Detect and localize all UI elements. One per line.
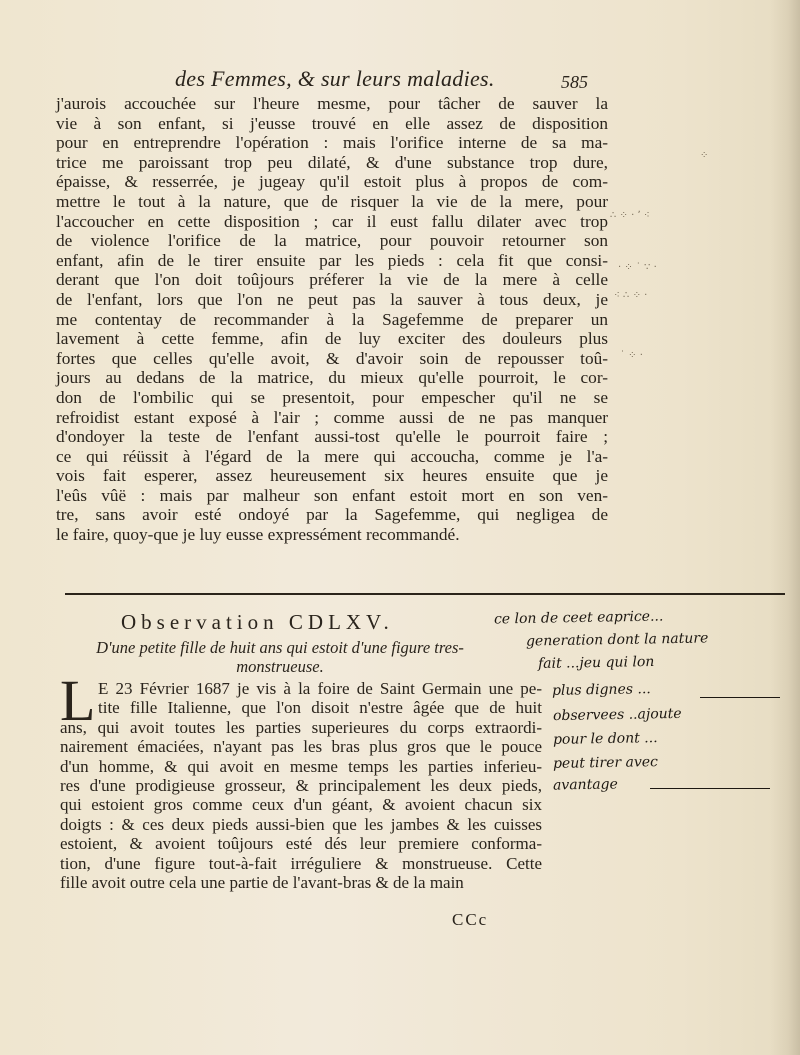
observation-subtitle-line: monstrueuse. xyxy=(236,657,324,676)
text-line: de violence l'orifice de la matrice, pour pouvoir retourner son xyxy=(56,231,608,251)
text-line: me contentay de recommander à la Sagefemme de preparer un xyxy=(56,309,608,329)
text-line: trice me paroissant trop peu dilaté, & d'une substance trop dure, xyxy=(56,152,608,172)
text-line: derant que l'on doit toûjours préferer la vie de la mere à celle xyxy=(56,270,608,290)
text-line: d'ondoyer la teste de l'enfant aussi-tost qu'elle le pourroit faire ; xyxy=(56,427,608,447)
text-line: tre, sans avoir esté ondoyé par la Sagefemme, qui negligea de xyxy=(56,505,608,525)
text-line: don de l'ombilic qui se presentoit, pour empescher qu'il ne se xyxy=(56,387,608,407)
text-line: pour en entreprendre l'opération : mais l'orifice interne de sa ma- xyxy=(56,133,608,153)
running-title: des Femmes, & sur leurs maladies. xyxy=(175,66,495,91)
ink-speck: ˙ ⁘ · xyxy=(620,350,643,361)
text-line: fortes que celles qu'elle avoit, & d'avoir soin de repousser toû- xyxy=(56,348,608,368)
ink-speck: ∴ ⁘ · ՚ ⁖ xyxy=(610,210,650,221)
observation-text-line: E 23 Février 1687 je vis à la foire de Saint Germain une pe- xyxy=(98,679,542,698)
text-line: épaisse, & resserrée, je jugeay qu'il estoit plus à propos de com- xyxy=(56,172,608,192)
observation-text-line: doigts : & ces deux pieds aussi-bien que les jambes & les cuisses xyxy=(60,814,542,834)
handwritten-note: ce lon de ceet eaprice... xyxy=(493,608,664,628)
handwritten-note: peut tirer avec xyxy=(552,754,659,772)
text-line: le faire, quoy-que je luy eusse expressément recommandé. xyxy=(56,525,460,545)
text-line: l'accoucher en cette disposition ; car il eust fallu dilater avec trop xyxy=(56,211,608,231)
drop-cap: L xyxy=(60,668,96,733)
text-line: vie à son enfant, si j'eusse trouvé en elle assez de disposition xyxy=(56,113,608,133)
signature-mark: CCc xyxy=(452,910,489,929)
observation-text-line: qui estoient gros comme ceux d'un géant, & avoient chacun six xyxy=(60,795,542,815)
text-line: refroidist estant exposé à l'air ; comme aussi de ne pas manquer xyxy=(56,407,608,427)
text-line: vois fait esperer, assez heureusement six heures ensuite que je xyxy=(56,466,608,486)
observation-subtitle-line: D'une petite fille de huit ans qui estoit d'une figure tres- xyxy=(96,638,464,657)
text-line: l'eûs vûë : mais par malheur son enfant estoit mort en son ven- xyxy=(56,485,608,505)
main-paragraph xyxy=(56,94,608,545)
handwritten-note: plus dignes ... xyxy=(551,681,651,699)
handwritten-note: pour le dont ... xyxy=(552,730,658,748)
text-line: enfant, afin de le tirer ensuite par les pieds : cela fit que consi- xyxy=(56,250,608,270)
observation-paragraph xyxy=(60,679,542,892)
handwritten-underline xyxy=(650,788,770,789)
ink-speck: ⁘ xyxy=(700,150,709,161)
handwritten-underline xyxy=(700,697,780,698)
observation-text-line: tite fille Italienne, que l'on disoit n'estre âgée que de huit xyxy=(98,698,542,718)
observation-text-line: tion, d'une figure tout-à-fait irréguliere & monstrueuse. Cette xyxy=(60,853,542,873)
section-rule xyxy=(65,593,785,595)
text-line: j'aurois accouchée sur l'heure mesme, pour tâcher de sauver la xyxy=(56,94,608,113)
ink-speck: ⁖ ∴ ⁘ · xyxy=(614,290,648,301)
page-edge-shadow xyxy=(770,0,800,1055)
handwritten-note: fait ...jeu qui lon xyxy=(537,653,655,673)
observation-subtitle xyxy=(60,638,500,676)
observation-title: Observation CDLXV. xyxy=(121,610,394,634)
page-number: 585 xyxy=(561,72,588,92)
observation-text-line: nairement émaciées, n'ayant pas les bras plus gros que le pouce xyxy=(60,737,542,757)
observation-text-line: res d'une prodigieuse grosseur, & principalement les deux pieds, xyxy=(60,776,542,796)
observation-text-line: estoient, & avoient toûjours esté dés leur premiere conforma- xyxy=(60,834,542,854)
text-line: mettre le tout à la nature, que de risquer la vie de la mere, pour xyxy=(56,191,608,211)
text-line: de l'enfant, lors que l'on ne peut pas la sauver à tous deux, je xyxy=(56,289,608,309)
handwritten-note: generation dont la nature xyxy=(525,630,709,650)
observation-text-line: fille avoit outre cela une partie de l'avant-bras & de la main xyxy=(60,873,464,893)
observation-text-line: ans, qui avoit toutes les parties superieures du corps extraordi- xyxy=(60,717,542,737)
text-line: ce qui réüssit à l'égard de la mere qui accoucha, comme je l'a- xyxy=(56,446,608,466)
handwritten-note: observees ..ajoute xyxy=(552,705,682,725)
ink-speck: · ⁘ ˙ ∵ · xyxy=(618,262,657,273)
observation-text-line: d'un homme, & qui avoit en mesme temps les parties inferieu- xyxy=(60,756,542,776)
text-line: jours au dedans de la matrice, du mieux qu'elle pourroit, le cor- xyxy=(56,368,608,388)
handwritten-note: avantage xyxy=(552,776,618,794)
text-line: lavement à cette femme, afin de luy exciter des douleurs plus xyxy=(56,329,608,349)
